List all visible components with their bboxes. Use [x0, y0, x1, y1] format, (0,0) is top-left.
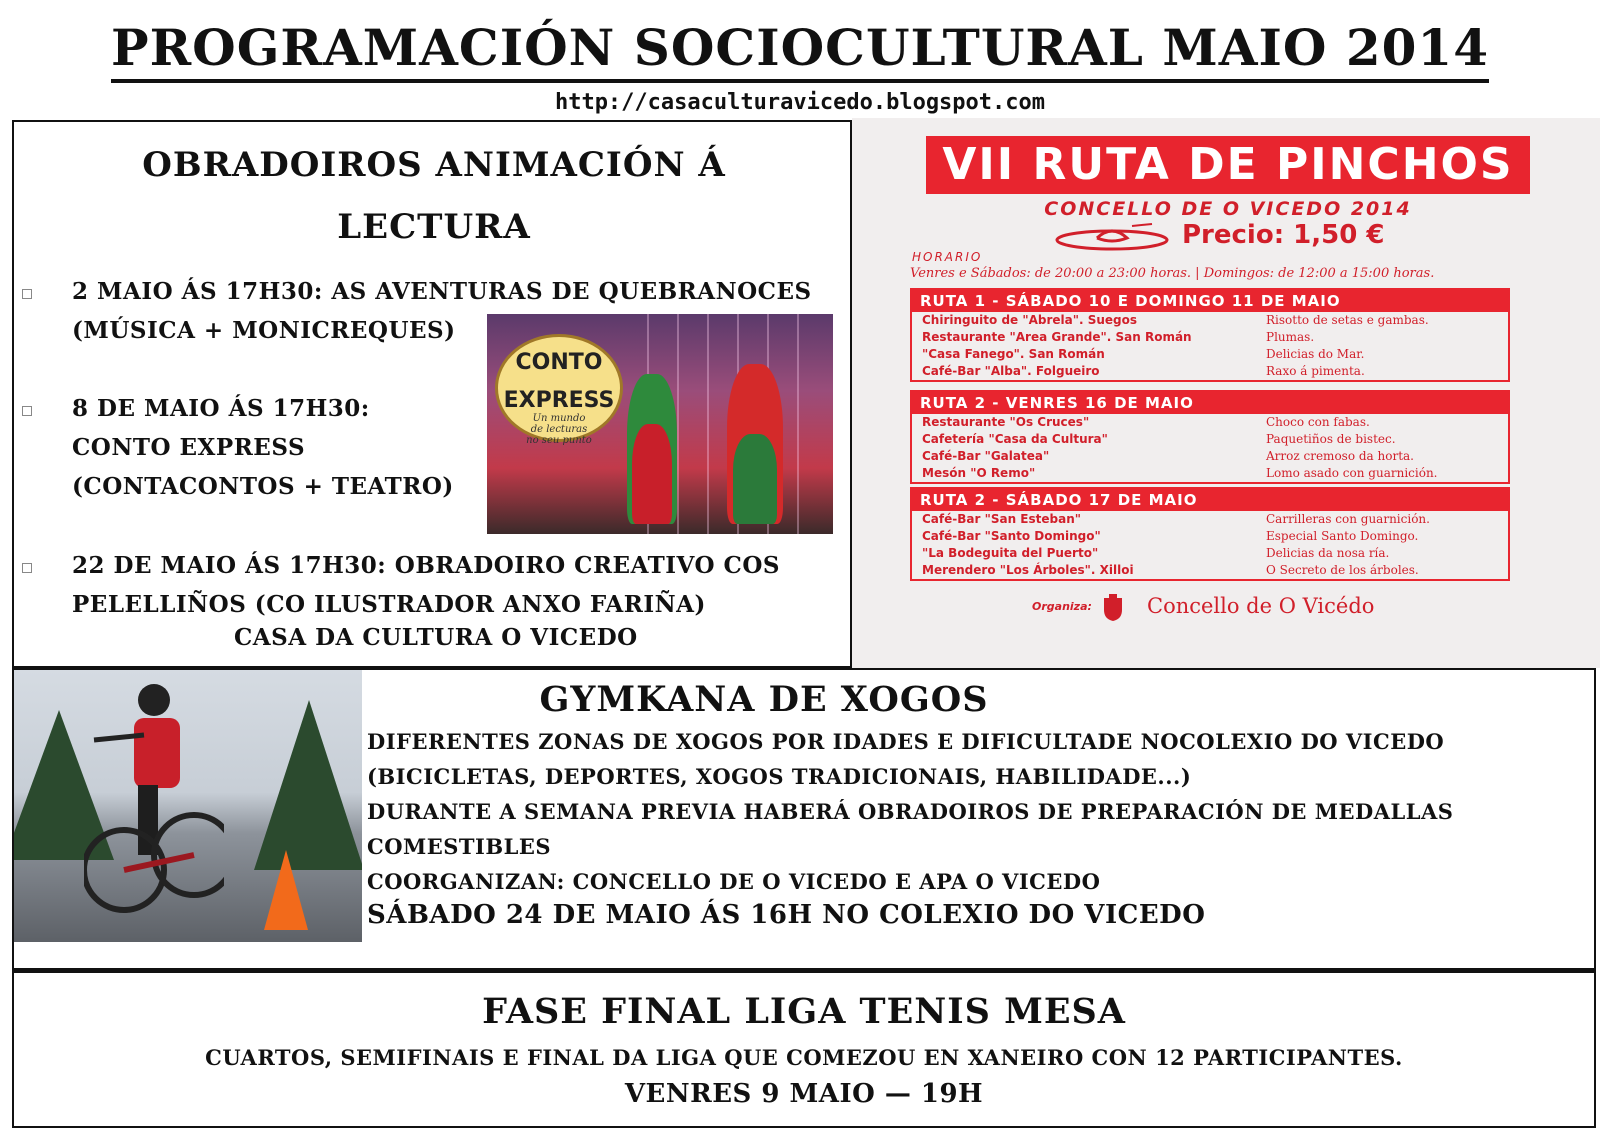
ruta-row	[912, 431, 1508, 448]
conto-express-photo	[487, 314, 833, 534]
dish: Plumas.	[1266, 330, 1315, 344]
page-title	[0, 18, 1600, 77]
poster-title: VII RUTA DE PINCHOS	[926, 136, 1530, 194]
bullet-icon	[22, 289, 32, 299]
lectura-title	[14, 134, 854, 258]
place: Café-Bar "San Esteban"	[922, 512, 1081, 526]
dish: O Secreto de los árboles.	[1266, 563, 1419, 577]
dish: Arroz cremoso da horta.	[1266, 449, 1414, 463]
bicycle-photo	[14, 670, 362, 942]
dish: Delicias do Mar.	[1266, 347, 1365, 361]
conto-express-logo: CONTO EXPRESS Un mundo de lecturas no seu punto	[495, 334, 623, 442]
performer-figure	[632, 424, 672, 524]
ruta-pinchos-poster	[852, 118, 1600, 668]
bullet-icon	[22, 406, 32, 416]
poster-horario-label: HORARIO	[912, 250, 983, 264]
lectura-title-line2: LECTURA	[337, 207, 531, 247]
tenis-title: FASE FINAL LIGA TENIS MESA	[482, 991, 1126, 1032]
place: Merendero "Los Árboles". Xilloi	[922, 563, 1134, 577]
lectura-item-3	[72, 546, 780, 624]
item-line: 2 MAIO ÁS 17H30: AS AVENTURAS DE QUEBRANOCES	[72, 278, 812, 305]
gymkana-line: DIFERENTES ZONAS DE XOGOS POR IDADES E DIFICULTADE NOCOLEXIO DO VICEDO	[367, 729, 1445, 754]
tenis-section	[12, 970, 1596, 1128]
gymkana-line: COMESTIBLES	[367, 834, 552, 859]
item-line: PELELLIÑOS (CO ILUSTRADOR ANXO FARIÑA)	[72, 591, 706, 618]
tenis-date: VENRES 9 MAIO — 19H	[624, 1079, 984, 1109]
item-line: 8 DE MAIO ÁS 17H30:	[72, 395, 370, 422]
place: Café-Bar "Galatea"	[922, 449, 1050, 463]
ruta-row	[912, 511, 1508, 528]
lectura-item-2	[72, 389, 454, 506]
lectura-venue: CASA DA CULTURA O VICEDO	[234, 624, 638, 651]
place: Mesón "O Remo"	[922, 466, 1036, 480]
ruta-row	[912, 414, 1508, 431]
ruta-row	[912, 465, 1508, 482]
place: Café-Bar "Santo Domingo"	[922, 529, 1101, 543]
ruta-header: RUTA 1 - SÁBADO 10 E DOMINGO 11 DE MAIO	[912, 290, 1508, 312]
concello-crest-icon	[1102, 594, 1124, 622]
plate-logo-icon	[1052, 222, 1172, 252]
ruta-row	[912, 312, 1508, 329]
page-title-text: PROGRAMACIÓN SOCIOCULTURAL MAIO 2014	[111, 18, 1489, 83]
gymkana-line: (BICICLETAS, DEPORTES, XOGOS TRADICIONAIS, HABILIDADE...)	[367, 764, 1192, 789]
poster-hours: Venres e Sábados: de 20:00 a 23:00 horas. | Domingos: de 12:00 a 15:00 horas.	[910, 266, 1435, 281]
place: Cafetería "Casa da Cultura"	[922, 432, 1108, 446]
item-line: (CONTACONTOS + TEATRO)	[72, 473, 454, 500]
place: "Casa Fanego". San Román	[922, 347, 1105, 361]
lectura-title-line1: OBRADOIROS ANIMACIÓN Á	[142, 145, 726, 185]
cyclist-figure	[84, 680, 224, 930]
ruta-block	[910, 390, 1510, 484]
item-line: CONTO EXPRESS	[72, 434, 306, 461]
organiza-label: Organiza:	[1032, 600, 1092, 613]
bullet-icon	[22, 563, 32, 573]
place: Restaurante "Area Grande". San Román	[922, 330, 1192, 344]
dish: Lomo asado con guarnición.	[1266, 466, 1438, 480]
ruta-header: RUTA 2 - SÁBADO 17 DE MAIO	[912, 489, 1508, 511]
gymkana-section	[12, 668, 1596, 970]
ruta-row	[912, 528, 1508, 545]
poster-price: Precio: 1,50 €	[1182, 220, 1385, 250]
ruta-row	[912, 329, 1508, 346]
cone-shape	[264, 850, 308, 930]
blog-url[interactable]: http://casaculturavicedo.blogspot.com	[554, 90, 1046, 115]
dish: Delicias da nosa ría.	[1266, 546, 1390, 560]
lectura-section	[12, 120, 852, 668]
organizer-name: Concello de O Vicédo	[1147, 594, 1375, 618]
ruta-row	[912, 545, 1508, 562]
dish: Carrilleras con guarnición.	[1266, 512, 1430, 526]
tree-shape	[254, 700, 362, 870]
dish: Choco con fabas.	[1266, 415, 1370, 429]
ruta-block	[910, 487, 1510, 581]
item-line: 22 DE MAIO ÁS 17H30: OBRADOIRO CREATIVO COS	[72, 552, 780, 579]
dish: Especial Santo Domingo.	[1266, 529, 1419, 543]
dish: Risotto de setas e gambas.	[1266, 313, 1429, 327]
ruta-row	[912, 448, 1508, 465]
gymkana-date: SÁBADO 24 DE MAIO ÁS 16H NO COLEXIO DO VICEDO	[367, 900, 1206, 930]
item-line: (MÚSICA + MONICREQUES)	[72, 317, 456, 344]
tenis-description: CUARTOS, SEMIFINAIS E FINAL DA LIGA QUE COMEZOU EN XANEIRO CON 12 PARTICIPANTES.	[205, 1045, 1403, 1070]
ruta-header: RUTA 2 - VENRES 16 DE MAIO	[912, 392, 1508, 414]
gymkana-title: GYMKANA DE XOGOS	[539, 679, 989, 720]
place: Chiringuito de "Abrela". Suegos	[922, 313, 1138, 327]
place: "La Bodeguita del Puerto"	[922, 546, 1099, 560]
gymkana-line: COORGANIZAN: CONCELLO DE O VICEDO E APA O VICEDO	[367, 869, 1101, 894]
ruta-row	[912, 363, 1508, 380]
ruta-block	[910, 288, 1510, 382]
poster-subtitle: CONCELLO DE O VICEDO 2014	[1044, 198, 1412, 220]
gymkana-line: DURANTE A SEMANA PREVIA HABERÁ OBRADOIROS DE PREPARACIÓN DE MEDALLAS	[367, 799, 1454, 824]
dish: Raxo á pimenta.	[1266, 364, 1365, 378]
ruta-row	[912, 346, 1508, 363]
dish: Paquetiños de bistec.	[1266, 432, 1396, 446]
ruta-row	[912, 562, 1508, 579]
place: Restaurante "Os Cruces"	[922, 415, 1090, 429]
place: Café-Bar "Alba". Folgueiro	[922, 364, 1100, 378]
performer-figure	[733, 434, 777, 524]
